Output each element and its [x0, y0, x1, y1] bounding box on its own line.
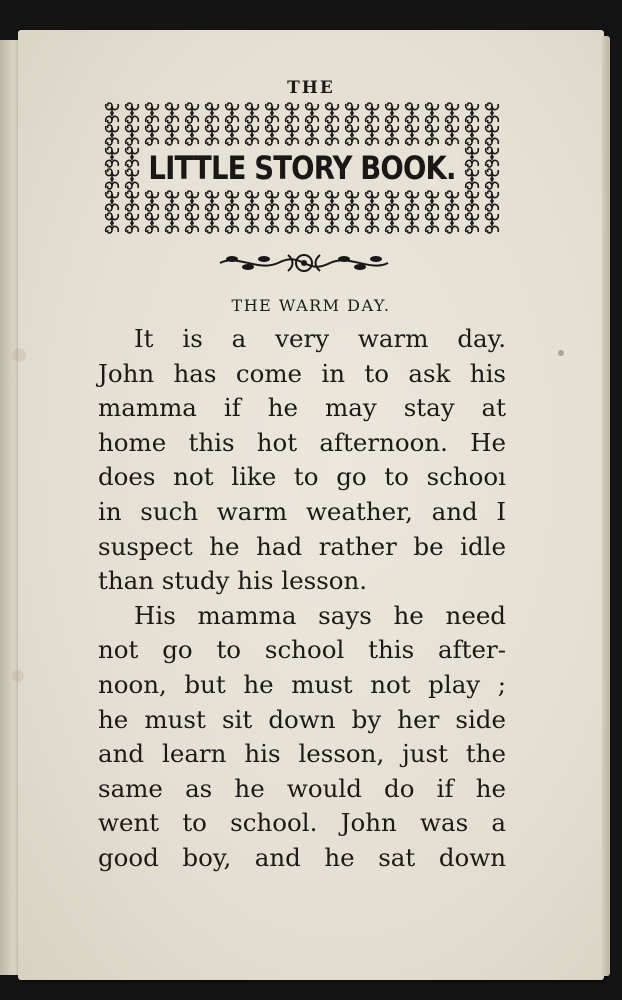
ornament-row-bottom-2: [106, 213, 499, 233]
text-line: than study his lesson.: [98, 566, 368, 596]
book-page: [18, 30, 604, 980]
page-right-edge: [602, 36, 610, 976]
ornament-row-bottom-1: [106, 191, 499, 211]
text-line: home this hot afternoon. He: [98, 427, 506, 457]
text-line: good boy, and he sat down: [98, 842, 506, 872]
paper-stain: [12, 670, 24, 682]
text-line: noon, but he must not play ;: [98, 669, 506, 699]
text-line: went to school. John was a: [98, 808, 506, 838]
text-line: in such warm weather, and I: [98, 496, 506, 526]
text-line: suspect he had rather be idle: [98, 531, 506, 561]
text-line: he must sit down by her side: [98, 704, 506, 734]
text-line: same as he would do if he: [98, 773, 506, 803]
paper-stain: [12, 348, 26, 362]
ornament-row-top-2: [106, 125, 499, 145]
story-body: [98, 322, 506, 876]
ornament-row-top-1: [106, 103, 499, 123]
text-line: does not like to go to schooı: [98, 462, 506, 492]
text-line: and learn his lesson, just the: [98, 739, 506, 769]
book-title: LITTLE STORY BOOK.: [148, 149, 456, 187]
text-line: John has come in to ask his: [98, 358, 506, 388]
title-prefix: THE: [287, 78, 335, 98]
title-block: [102, 102, 502, 234]
text-line: It is a very warm day.: [134, 324, 506, 353]
paper-stain: [558, 350, 564, 356]
text-line: mamma if he may stay at: [98, 393, 506, 423]
text-line: not go to school this after-: [98, 635, 506, 665]
text-line: His mamma says he need: [134, 600, 506, 630]
story-heading: THE WARM DAY.: [231, 296, 391, 315]
floral-divider-ornament: [218, 250, 390, 276]
